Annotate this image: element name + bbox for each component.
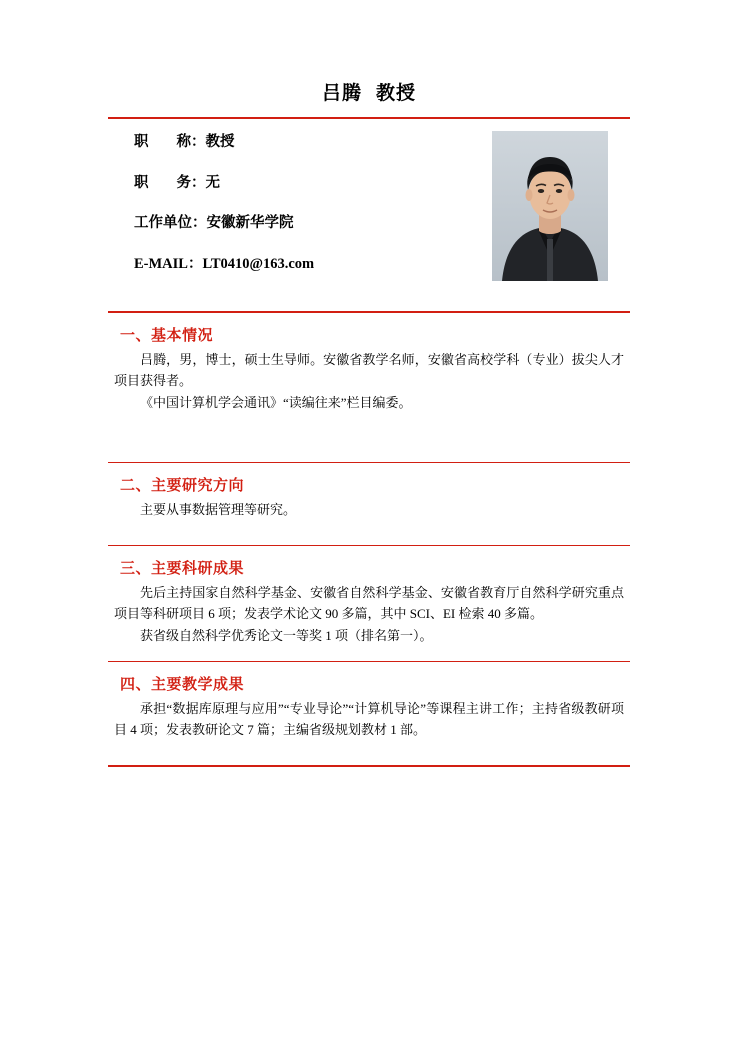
page-title-name: 吕腾 [321,83,362,104]
section-body-teaching-achievements [108,698,630,757]
info-list [108,135,438,297]
info-value-job-title: 教授 [205,134,235,150]
info-row-email [108,257,438,298]
info-value-job-duty: 无 [205,174,220,191]
section-body-basic-info [108,349,630,454]
page-title-role: 教授 [376,83,417,104]
info-label-email: E-MAIL [134,255,188,272]
avatar [492,131,608,281]
section-body-research-achievements [108,582,630,653]
info-label2-job-duty: 务 [176,174,191,191]
info-row-job-duty [108,176,438,217]
section-basic-info [108,313,630,462]
info-value-work-unit: 安徽新华学院 [206,215,294,231]
section-heading-research-achievements: 三、主要科研成果 [120,560,245,578]
info-sep-job-title: ： [191,134,206,150]
section-heading-teaching-achievements: 四、主要教学成果 [120,676,245,694]
paragraph: 吕腾，男，博士，硕士生导师。安徽省教学名师，安徽省高校学科（专业）拔尖人才项目获得者。 [114,352,624,389]
info-sep-work-unit: ： [192,215,207,231]
section-research-achievements [108,546,630,661]
section-teaching-achievements [108,662,630,765]
paragraph: 承担“数据库原理与应用”“专业导论”“计算机导论”等课程主讲工作；主持省级教研项目 4 项；发表教研论文 7 篇；主编省级规划教材 1 部。 [114,701,624,738]
paragraph: 主要从事数据管理等研究。 [140,502,297,518]
info-block [108,119,630,311]
section-research-direction [108,463,630,545]
divider-bottom [108,765,630,767]
info-sep-job-duty: ： [191,174,206,191]
section-heading-research-direction: 二、主要研究方向 [120,477,245,495]
section-heading-basic-info: 一、基本情况 [120,327,214,344]
page-title [108,78,630,117]
paragraph: 《中国计算机学会通讯》“读编往来”栏目编委。 [140,395,412,411]
document-content [108,78,630,767]
section-body-research-direction [108,499,630,537]
paragraph: 先后主持国家自然科学基金、安徽省自然科学基金、安徽省教育厅自然科学研究重点项目等科研项目 6 项；发表学术论文 90 多篇，其中 SCI、EI 检索 40 多篇。 [114,585,624,622]
info-label2-job-title: 称 [176,134,191,150]
info-label-work-unit: 工作单位 [134,215,192,231]
info-row-work-unit [108,216,438,257]
paragraph: 获省级自然科学优秀论文一等奖 1 项（排名第一）。 [140,628,433,644]
info-label-job-duty: 职 [134,174,149,191]
info-row-job-title [108,135,438,176]
portrait-photo-icon [492,131,608,281]
info-sep-email: ： [187,255,203,272]
info-label-job-title: 职 [134,134,149,150]
info-value-email: LT0410@163.com [202,255,315,272]
